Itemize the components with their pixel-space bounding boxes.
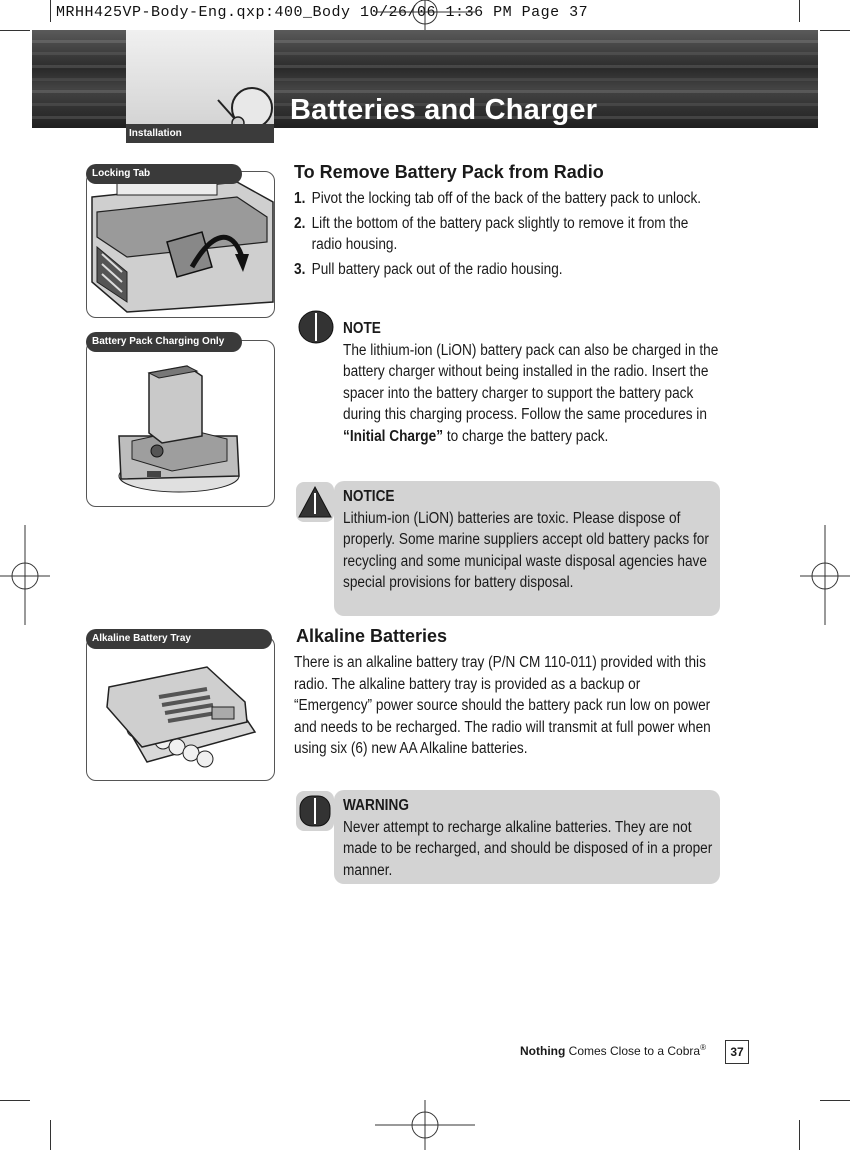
step-text: Lift the bottom of the battery pack slightly to remove it from the radio housing. xyxy=(311,214,689,253)
step-number: 2. xyxy=(294,214,306,232)
note-text: The lithium-ion (LiON) battery pack can also be charged in the battery charger without being installed in the radio. Insert the spacer into the battery charger to support the battery pack during this charging process. Follow the same procedures in xyxy=(343,341,719,423)
warning-heading: WARNING xyxy=(343,797,409,814)
registered-mark: ® xyxy=(700,1043,706,1052)
step-item xyxy=(294,259,716,281)
note-icon xyxy=(297,310,335,344)
alkaline-text: There is an alkaline battery tray (P/N CM 110-011) provided with this radio. The alkaline battery tray is provided as a backup or “Emergency” power source should the battery pack run low on power and needs to be recharged. The radio will transmit at full power when using six (6) new AA Alkaline batteries. xyxy=(294,654,711,757)
figure-label: Battery Pack Charging Only xyxy=(86,332,242,352)
step-number: 1. xyxy=(294,190,306,207)
tagline-rest: Comes Close to a Cobra xyxy=(565,1044,701,1058)
page-title: Batteries and Charger xyxy=(290,94,598,126)
figure-locking-tab xyxy=(86,171,275,318)
battery-tray-illustration xyxy=(87,637,274,780)
warning-callout xyxy=(343,795,721,881)
note-text-end: to charge the battery pack. xyxy=(443,427,609,445)
step-item xyxy=(294,213,716,256)
step-text: Pull battery pack out of the radio housing. xyxy=(311,260,563,278)
warning-icon xyxy=(295,790,335,832)
notice-heading: NOTICE xyxy=(343,488,395,505)
figure-alkaline-tray xyxy=(86,636,275,781)
note-emphasis: “Initial Charge” xyxy=(343,427,444,445)
note-callout xyxy=(343,318,721,447)
step-item xyxy=(294,188,716,210)
section-label: Installation xyxy=(126,124,274,143)
figure-label: Alkaline Battery Tray xyxy=(86,629,272,649)
note-body xyxy=(343,340,721,448)
remove-steps xyxy=(294,188,716,283)
charger-illustration xyxy=(87,341,274,506)
note-heading: NOTE xyxy=(343,320,381,337)
figure-charging xyxy=(86,340,275,507)
printer-slug: MRHH425VP-Body-Eng.qxp:400_Body 10/26/06 1:36 PM Page 37 xyxy=(56,4,589,21)
notice-callout xyxy=(343,486,721,594)
footer-tagline xyxy=(520,1043,706,1058)
notice-text: Lithium-ion (LiON) batteries are toxic. Please dispose of properly. Some marine suppliers accept old battery packs for recycling and some municipal waste disposal agencies have special provisions for battery disposal. xyxy=(343,509,709,591)
step-text: Pivot the locking tab off of the back of the battery pack to unlock. xyxy=(311,190,702,207)
warning-text: Never attempt to recharge alkaline batteries. They are not made to be recharged, and should be disposed of in a proper manner. xyxy=(343,818,713,879)
radio-illustration xyxy=(87,172,274,317)
step-number: 3. xyxy=(294,260,306,278)
tagline-bold: Nothing xyxy=(520,1044,566,1058)
magnifier-graphic xyxy=(126,30,274,126)
remove-heading: To Remove Battery Pack from Radio xyxy=(294,162,604,182)
warning-triangle-icon xyxy=(295,481,335,523)
figure-label: Locking Tab xyxy=(86,164,242,184)
alkaline-heading: Alkaline Batteries xyxy=(296,626,448,646)
page-number: 37 xyxy=(725,1040,749,1064)
